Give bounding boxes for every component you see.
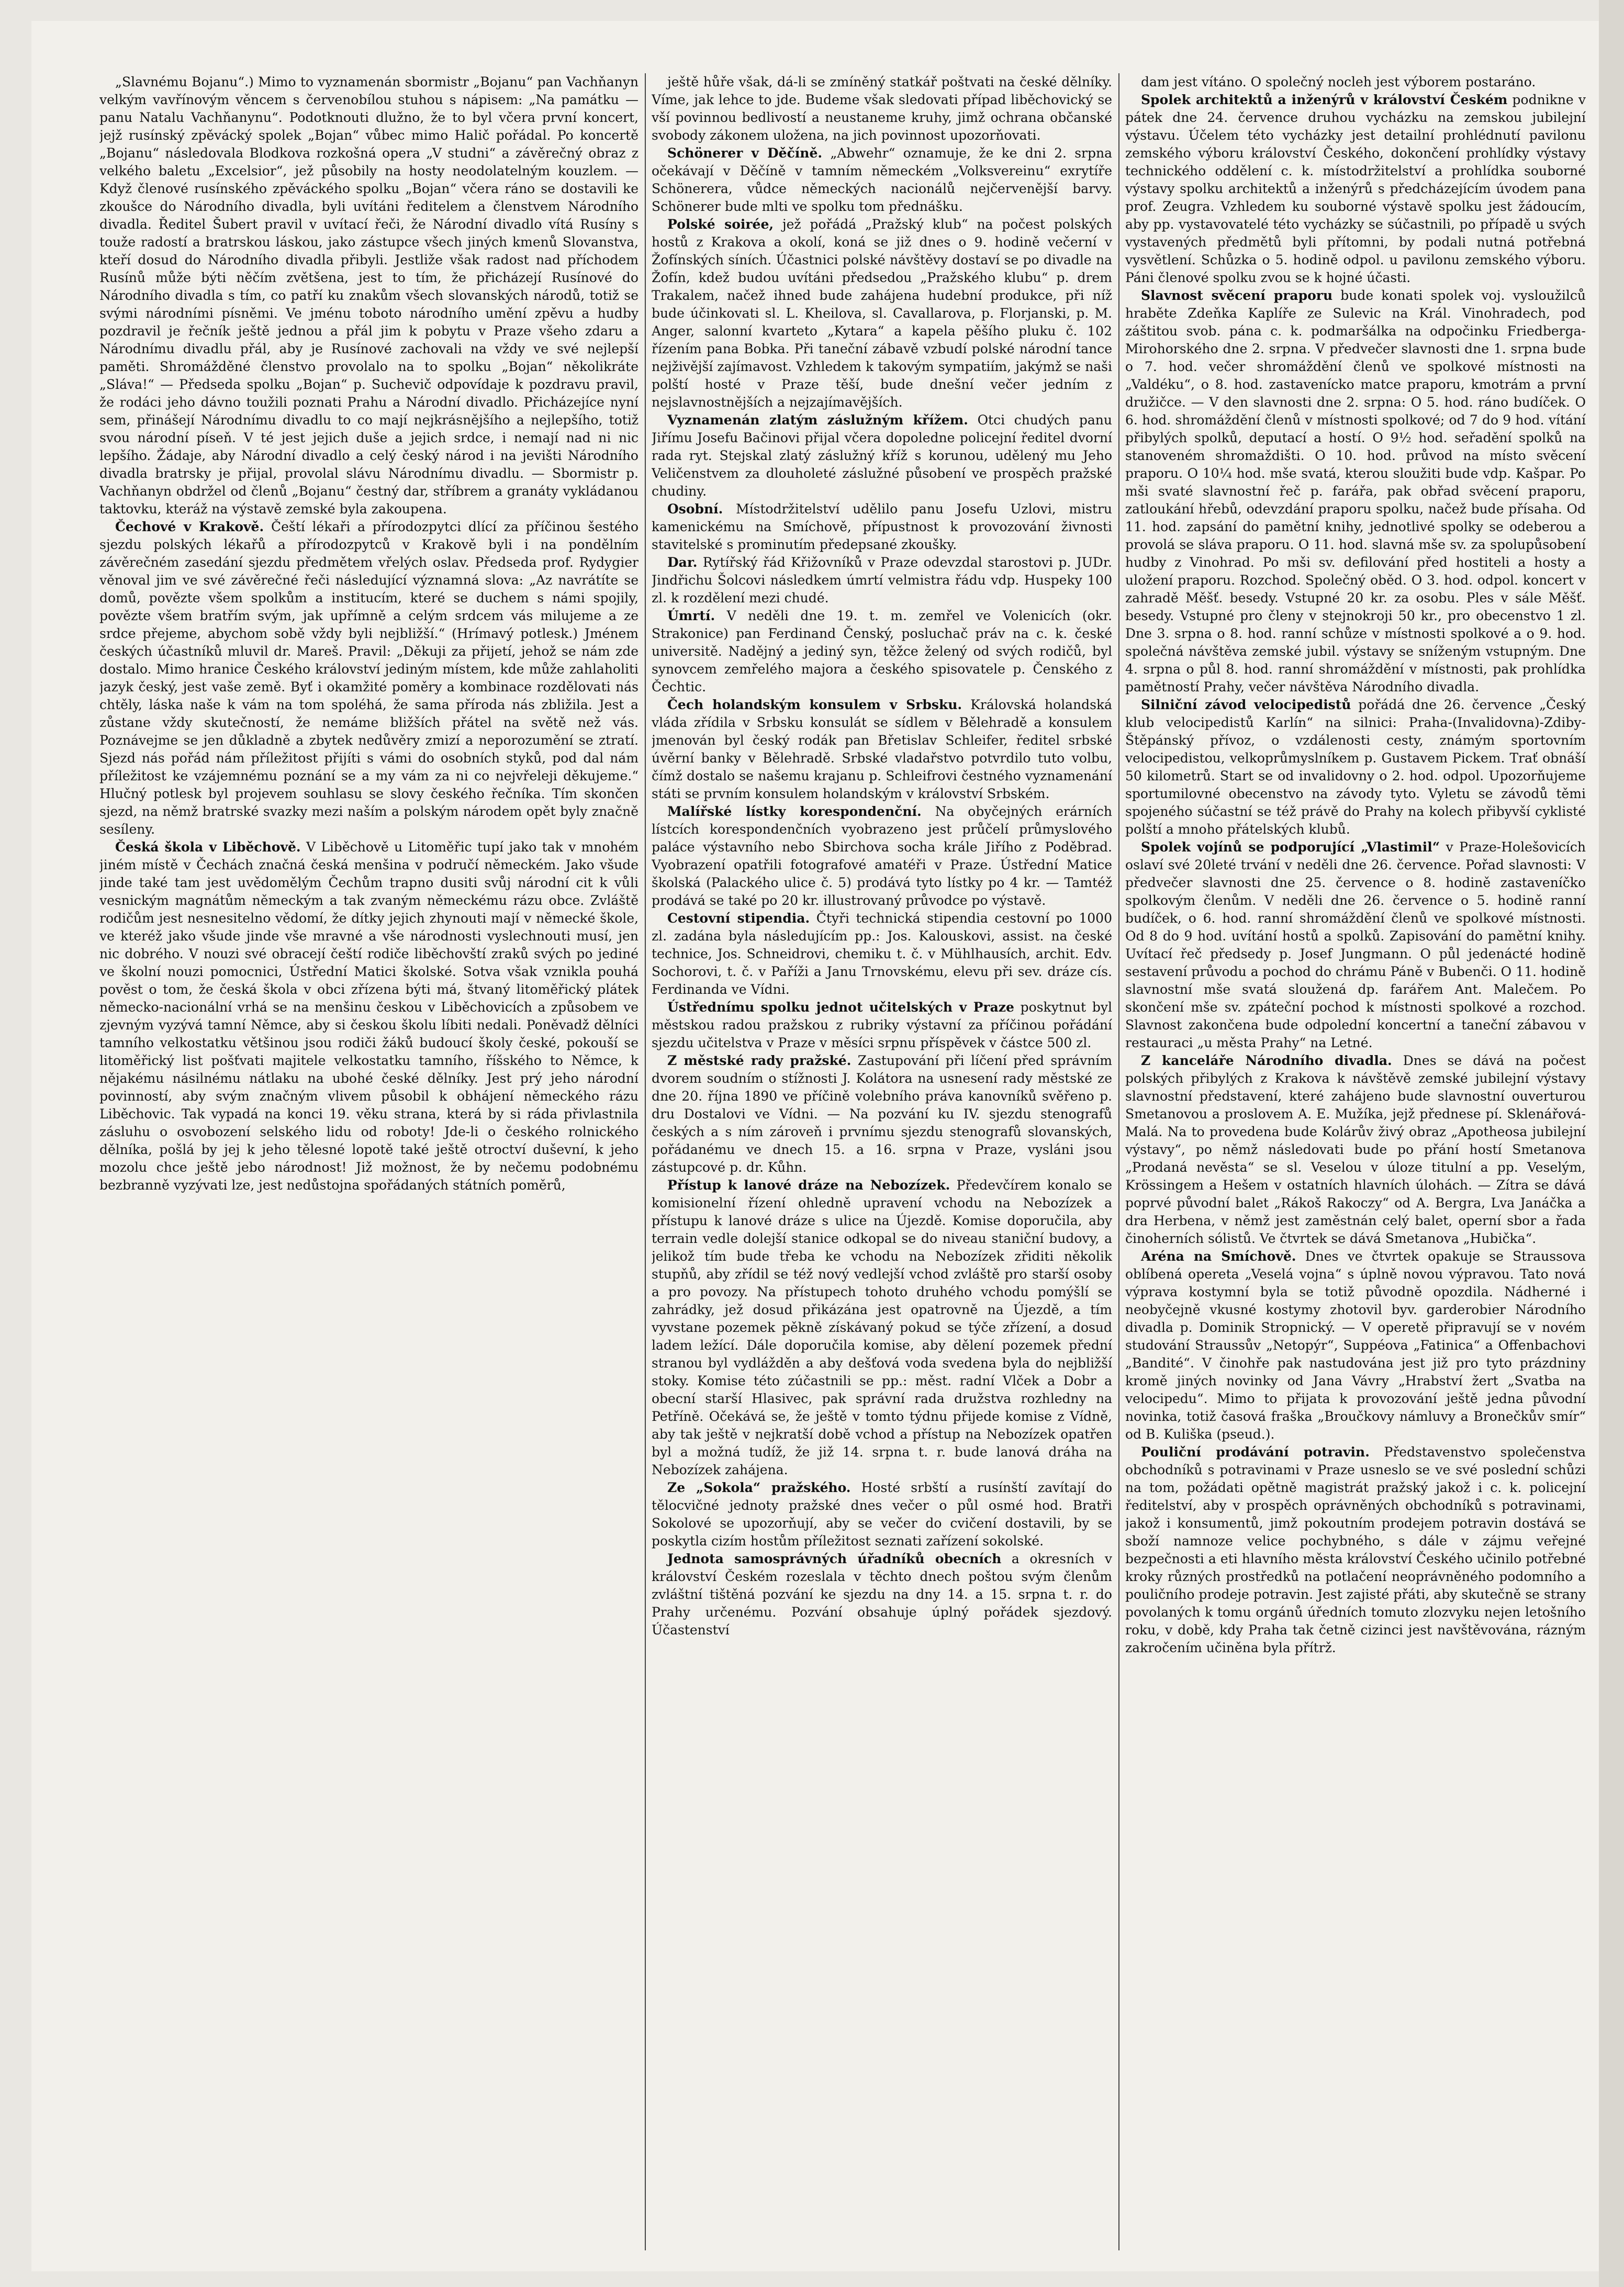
article-heading: Aréna na Smíchově.: [1141, 1249, 1296, 1264]
article-text: V Liběchově u Litoměřic tupí jako tak v mnohém jiném místě v Čechách značná česká menšina v područí německém. Jako všude jinde také tam jest uvědomělým Čechům trapno dusiti svůj národní cit k vůli vesnickým magnátům německým a tak zvaným německému rázu obce. Zvláště rodičům jest nesnesitelno vědomí, že dítky jejich zhynouti mají v německé škole, ve kteréž jako všude jinde vše mravné a vše národnosti vyslechnouti musí, jen nic dobrého. V nouzi své obracejí čeští rodiče liběchovští zraků svých po jediné ve školní nouzi pomocnici, Ústřední Matici školské. Sotva však vznikla pouhá pověst o tom, že česká škola v obci zřízena býti má, štvaný litoměřický plátek německo-nacionální vrhá se na menšinu českou v Liběchovicích a způsobem ve zjevným vyzývá tamní Němce, aby si českou školu líbiti nedali. Poněvadž dělníci tamního velkostatku většinou jsou rodiči žáků budoucí školy české, pokouší se litoměřický list pošťvati majitele velkostatku tamního, říšského to Němce, k nějakému násilnému nátlaku na ubohé české dělníky. Jest prý jeho národní povinností, aby svým značným vlivem působil k obhájení německého rázu Liběchovic. Tak vypadá na konci 19. věku strana, která by si ráda přivlastnila zásluhu o osvobození selského lidu od roboty! Jde-li o českého rolnického dělníka, pošlá by jej k jeho tělesné lopotě také ještě otroctví duševní, k jeho mozolu chce ještě jebo národnost! Již možnost, že by nečemu podobnému bezbranně vyzývati lze, jest nedůstojna spořádaných státních poměrů,: [99, 839, 639, 1193]
article-paragraph: [1125, 287, 1586, 696]
article-text: Čeští lékaři a přírodozpytci dlící za příčinou šestého sjezdu polských lékařů a přírodozpytců v Krakově byli i na pondělním závěrečném zasedání sjezdu předmětem vřelých oslav. Předseda prof. Rydygier věnoval jim ve své závěrečné řeči následující významná slova: „Az navrátíte se domů, povězte všem spolkům a institucím, které se duchem s námi spojily, povězte všem bratřím svým, jak upřímně a celým srdcem vás milujeme a ze srdce přejeme, abychom sobě vždy byli nejbližší.“ (Hrímavý potlesk.) Jménem českých účastníků mluvil dr. Mareš. Pravil: „Děkuji za přijetí, jehož se nám zde dostalo. Mimo hranice Českého království jediným místem, kde může zahlaholiti jazyk český, jest vaše země. Byť i okamžité poměry a kombinace rozdělovati nás chtěly, láska naše k vám na tom spoléhá, že sama příroda nás zbližila. Jest a zůstane vždy skutečností, že nemáme bližších přátel na světě než vás. Poznávejme se jen důkladně a zbytek nedůvěry zmizí a neporozumění se ztratí. Sjezd nás pořád nám příležitost přijíti s vámi do osobních styků, pod dal nám příležitost ke vzájemnému poznání se a my vám za ni co nejvřeleji děkujeme.“ Hlučný potlesk byl projevem souhlasu se slovy českého řečníka. Tím skončen sjezd, na němž bratrské svazky mezi naším a polským národem opět byly značně sesíleny.: [99, 519, 639, 837]
article-paragraph: [652, 1052, 1112, 1176]
article-paragraph: [1125, 1443, 1586, 1657]
article-paragraph: [652, 73, 1112, 144]
article-paragraph: [1125, 91, 1586, 287]
article-heading: Osobní.: [667, 501, 723, 517]
article-text: bude konati spolek voj. vysloužilců hraběte Zdeňka Kaplíře ze Sulevic na Král. Vinohradech, pod záštitou svob. pána c. k. podmaršálka na odpočinku Friedberga-Mirohorského dne 2. srpna. V předvečer slavnosti dne 1. srpna bude o 7. hod. večer shromáždění členů ve spolkové místnosti na „Valdéku“, o 8. hod. zastavenícko matce praporu, kmotrám a první družičce. — V den slavnosti dne 2. srpna: O 5. hod. ráno budíček. O 6. hod. shromáždění členů v místnosti spolkové; od 7 do 9 hod. vítání přibylých spolků, deputací a hostí. O 9½ hod. seřadění spolků na stanoveném shromaždišti. O 10. hod. průvod na místo svěcení praporu. O 10¼ hod. mše svatá, kterou sloužiti bude vdp. Kašpar. Po mši svaté slavnostní řeč p. farářa, pak obřad svěcení praporu, zatloukání hřebů, odevzdání praporu spolku, načež bude přísaha. Od 11. hod. zapsání do pamětní knihy, jednotlivé spolky se odeberou a provolá se sláva praporu. O 11. hod. slavná mše sv. za spolupůsobení hudby z Vinohrad. Po mši sv. defilování před hostiteli a hosty a uložení praporu. Rozchod. Společný oběd. O 3. hod. odpol. koncert v zahradě Měšť. besedy. Vstupné 20 kr. za osobu. Ples v sále Měšť. besedy. Vstupné pro členy v stejnokroji 50 kr., pro obecenstvo 1 zl. Dne 3. srpna o 8. hod. ranní schůze v místnosti spolkové a o 9. hod. společná návštěva zemské jubil. výstavy se sníženým vstupným. Dne 4. srpna o půl 8. hod. ranní shromáždění v místnosti, pak prohlídka pamětností Prahy, večer návštěva Národního divadla.: [1125, 288, 1586, 694]
article-text: Dnes ve čtvrtek opakuje se Straussova oblíbená opereta „Veselá vojna“ s úplně novou výpravou. Tato nová výprava kostymní byla se totiž původně opozdila. Nádherné i neobyčejně vkusné kostymy zhotovil byv. garderobier Národního divadla p. Dominik Stropnický. — V operetě připravují se v novém studování Straussův „Netopýr“, Suppéova „Fatinica“ a Offenbachovi „Bandité“. V činohře pak nastudována jest již pro tyto prázdniny kromě jiných novinky od Jana Vávry „Hrabství žert „Svatba na velocipedu“. Mimo to přijata k provozování ještě jedna původní novinka, totiž časová fraška „Broučkovy námluvy a Bronečkův smír“ od B. Kuliška (pseud.).: [1125, 1249, 1586, 1442]
article-paragraph: [99, 73, 639, 518]
article-heading: Spolek architektů a inženýrů v království Českém: [1141, 92, 1508, 107]
article-heading: Čech holandským konsulem v Srbsku.: [667, 697, 962, 712]
article-text: ještě hůře však, dá-li se zmíněný statkář poštvati na české dělníky. Víme, jak lehce to jde. Budeme však sledovati případ liběchovický se vší povinnou bedlivostí a neustaneme kruhy, jimž ochrana občanské svobody zákonem uložena, na jich povinnost upozorňovati.: [652, 74, 1112, 143]
article-paragraph: [1125, 838, 1586, 1052]
article-heading: Z kanceláře Národního divadla.: [1141, 1053, 1392, 1068]
article-paragraph: [1125, 1052, 1586, 1248]
column-rule: [1118, 73, 1119, 2250]
article-text: Představenstvo společenstva obchodníků s potravinami v Praze usneslo se ve své poslední schůzi na tom, požádati opětně magistrát pražský jakož i c. k. policejní ředitelství, aby v prospěch oprávněných obchodníků s potravinami, jakož i konsumentů, jimž pokoutním prodejem potravin dostává se sboží namnoze velice pochybného, s dále v zájmu veřejné bezpečnosti a eti hlavního města království Českého učinilo potřebné kroky různých prostředků na potlačení neoprávněného podomního a pouličního prodeje potravin. Jest zajisté přáti, aby skutečně se strany povolaných k tomu orgánů úředních tomuto zlozvyku nejen letošního roku, v době, kdy Praha tak četně cizinci jest navštěvována, rázným zakročením učiněna byla přítrž.: [1125, 1444, 1586, 1655]
article-paragraph: [1125, 73, 1586, 91]
article-text: podnikne v pátek dne 24. července druhou vycházku na zemskou jubilejní výstavu. Účelem této vycházky jest detailní prohlédnutí pavilonu zemského výboru království Českého, dokončení prohlídky výstavy technického oddělení c. k. místodržitelství a prohlídka souborné výstavy spolku architektů a inženýrů s předcházejícím úvodem pana prof. Zeugra. Vzhledem ku souborné výstavě spolku jest žádoucím, aby pp. vystavovatelé této vycházky se súčastnili, po případě u svých vystavených předmětů byli přítomni, by podali nutná potřebná vysvětlení. Schůzka o 5. hodině odpol. u pavilonu zemského výboru. Páni členové spolku zvou se k hojné účasti.: [1125, 92, 1586, 285]
article-text: Zastupování při líčení před správním dvorem soudním o stížnosti J. Kolátora na usnesení rady městské ze dne 20. října 1890 ve příčině volebního práva kanovníků svěřeno p. dru Dostalovi ve Vídni. — Na pozvání ku IV. sjezdu stenografů českých a s ním zároveň i prvnímu sjezdu stenografů slovanských, pořádanému ve dnech 15. a 16. srpna v Praze, vysláni jsou zástupcové p. dr. Kůhn.: [652, 1053, 1112, 1175]
article-heading: Cestovní stipendia.: [667, 911, 810, 926]
article-text: Rytířský řád Křižovníků v Praze odevzdal starostovi p. JUDr. Jindřichu Šolcovi následkem úmrtí velmistra řádu vdp. Huspeky 100 zl. k rozdělení mezi chudé.: [652, 555, 1112, 606]
article-paragraph: [652, 411, 1112, 500]
article-heading: Dar.: [667, 555, 698, 570]
column-2: [652, 73, 1112, 2250]
article-paragraph: [652, 910, 1112, 999]
article-heading: Z městské rady pražské.: [667, 1053, 852, 1068]
article-paragraph: [652, 554, 1112, 607]
article-heading: Úmrtí.: [667, 608, 715, 623]
article-text: jež pořádá „Pražský klub“ na počest polských hostů z Krakova a okolí, koná se již dnes o 9. hodině večerní v Žofínských síních. Účastnici polské návštěvy dostaví se po divadle na Žofín, kdež budou uvítáni předsedou „Pražského klubu“ p. drem Trakalem, načež ihned bude zahájena hudební produkce, při níž bude účinkovati sl. L. Kheilova, sl. Cavallarova, p. Florjanski, p. M. Anger, salonní kvarteto „Kytara“ a kapela pěšího pluku č. 102 řízením pana Bobka. Při taneční zábavě vzbudí polské národní tance nejživější zajímavost. Vzhledem k takovým sympatiím, jakýmž se naši polští hosté v Praze těší, bude dnešní večer jedním z nejslavnostnějších a nejzajímavějších.: [652, 217, 1112, 410]
article-text: v Praze-Holešovicích oslaví své 20leté trvání v neděli dne 26. července. Pořad slavnosti: V předvečer slavnosti dne 25. července o 8. hodině zastaveníčko spolkovým členům. V neděli dne 26. července o 5. hodině ranní budíček, o 6. hod. ranní shromáždění členů ve spolkové místnosti. Od 8 do 9 hod. uvítání hostů a spolků. Zapisování do pamětní knihy. Uvítací řeč předsedy p. Josef Jungmann. O půl jedenácté hodině sestavení průvodu a pochod do chrámu Páně v Bubenči. O 11. hodině slavnostní mše svatá sloužená dp. farářem Ant. Malečem. Po skončení mše sv. zpáteční pochod k místnosti spolkové a rozchod. Slavnost zakončena bude odpolední koncertní a taneční zábavou v restauraci „u města Prahy“ na Letné.: [1125, 839, 1586, 1050]
article-paragraph: [652, 696, 1112, 803]
article-heading: Česká škola v Liběchově.: [115, 839, 301, 855]
article-text: Předevčírem konalo se komisionelní řízení ohledně upravení vchodu na Nebozízek a přístupu k lanové dráze s ulice na Újezdě. Komise doporučila, aby terrain vedle dolejší stanice odkopal se do niveau staniční budovy, a jelikož tím bude třeba ke vchodu na Nebozízek zřiditi několik stupňů, aby zřídil se též nový vedlejší vchod zvláště pro starší osoby a pro povozy. Na přístupech tohoto druhého vchodu pomýšlí se zahrádky, jež dosud přikázána jest opatrovně na Újezdě, a tím vyvstane pozemek pěkně získávaný pokud se týče zřízení, a dosud ladem ležící. Dále doporučila komise, aby dělení pozemek přední stranou byl vydlážděn a aby dešťová voda svedena byla do nejbližší stoky. Komise této zúčastnili se pp.: měst. radní Vlček a Dobr a obecní starší Hlasivec, pak správní rada družstva rozhledny na Petříně. Očekává se, že ještě v tomto týdnu přijede komise z Vídně, aby tak ještě v nejkratší době vchod a přístup na Nebozízek opatřen byl a možná tudíž, že již 14. srpna t. r. bude lanová dráha na Nebozízek zahájena.: [652, 1178, 1112, 1477]
article-paragraph: [652, 1176, 1112, 1479]
scan-edge: [1599, 0, 1624, 2287]
article-heading: Pouliční prodávání potravin.: [1141, 1444, 1370, 1460]
article-paragraph: [652, 607, 1112, 696]
article-text: „Abwehr“ oznamuje, že ke dni 2. srpna očekávají v Děčíně v tamním německém „Volksvereinu“ exrytíře Schönerera, vůdce německých nacionálů nejčervenější barvy. Schönerer bude mlti ve spolku tom přednášku.: [652, 145, 1112, 214]
article-heading: Schönerer v Děčíně.: [667, 145, 823, 161]
article-heading: Přístup k lanové dráze na Nebozízek.: [667, 1178, 950, 1193]
article-heading: Ze „Sokola“ pražského.: [667, 1480, 851, 1495]
article-paragraph: [652, 500, 1112, 554]
article-paragraph: [652, 1550, 1112, 1639]
article-paragraph: [652, 1479, 1112, 1550]
article-text: Dnes se dává na počest polských přibylých z Krakova k návštěvě zemské jubilejní výstavy slavnostní představení, které zahájeno bude slavnostní ouverturou Smetanovou a proslovem A. E. Mužíka, jejž přednese pí. Sklenářová-Malá. Na to provedena bude Kolárův živý obraz „Apotheosa jubilejní výstavy“, po němž následovati bude po přání hostí Smetanova „Prodaná nevěsta“ se sl. Veselou v úloze titulní a pp. Veselým, Krössingem a Hešem v ostatních hlavních úlohách. — Zítra se dává poprvé původní balet „Rákoš Rakoczy“ od A. Bergra, Lva Janáčka a dra Herbena, v němž jest zaměstnán celý balet, operní sbor a řada činoherních sólistů. Ve čtvrtek se dává Smetanova „Hubička“.: [1125, 1053, 1586, 1246]
article-heading: Polské soirée,: [667, 217, 774, 232]
article-text: „Slavnému Bojanu“.) Mimo to vyznamenán sbormistr „Bojanu“ pan Vachňanyn velkým vavřínovým věncem s červenobílou stuhou s nápisem: „Na památku — panu Natalu Vachňanynu“. Podotknouti dlužno, že to byl včera první koncert, jejž rusínský zpěvácký spolek „Bojan“ vůbec mimo Halič pořádal. Po koncertě „Bojanu“ následovala Blodkova rozkošná opera „V studni“ a závěrečný obraz z velkého baletu „Excelsior“, jež působily na hosty neodolatelným kouzlem. — Když členové rusínského zpěváckého spolku „Bojan“ včera ráno se dostavili ke zkoušce do Národního divadla, byli uvítáni ředitelem a členstvem Národního divadla. Ředitel Šubert pravil v uvítací řeči, že Národní divadlo vítá Rusíny s touže radostí a bratrskou láskou, jako zástupce všech jiných kmenů Slovanstva, kteří dosud do Národního divadla přibyli. Jestliže však radost nad příchodem Rusínů může býti něčím zvětšena, jest to tím, že přicházejí Rusínové do Národního divadla s tím, co patří ku znakům všech slovanských národů, totiž se svými národními písněmi. Ve jménu toboto národního umění zpěvu a hudby pozdravil je řečník ještě jednou a přál jim k pobytu v Praze všeho zdaru a Národnímu divadlu přál, aby je Rusínové zachovali na vždy ve své nejlepší paměti. Shromážděné členstvo provolalo na to spolku „Bojan“ několikráte „Sláva!“ — Předseda spolku „Bojan“ p. Suchevič odpovídaje k pozdravu pravil, že rodáci jeho dávno toužili poznati Prahu a Národní divadlo. Přicházejíce nyní sem, přinášejí Národnímu divadlu to co mají nejkrásnějšího a nejlepšího, totiž svou národní píseň. V té jest jejich duše a jejich srdce, i nemají nad ni nic lepšího. Žádaje, aby Národní divadlo a celý český národ i na jevišti Národního divadla bratrsky je přijal, provolal slávu Národnímu divadlu. — Sbormistr p. Vachňanyn obdržel od členů „Bojanu“ čestný dar, stříbrem a granáty vykládanou taktovku, kteráž na výstavě zemské byla zakoupena.: [99, 74, 639, 517]
column-rule: [645, 73, 646, 2250]
article-paragraph: [652, 999, 1112, 1052]
article-text: a okresních v království Českém rozeslala v těchto dnech poštou svým členům zvláštní tištěná pozvání ke sjezdu na dny 14. a 15. srpna t. r. do Prahy určenému. Pozvání obsahuje úplný pořádek sjezdový. Účastenství: [652, 1551, 1112, 1638]
article-text: Hosté srbští a rusínští zavítají do tělocvičné jednoty pražské dnes večer o půl osmé hod. Bratři Sokolové se upozorňují, aby se večer do cvičení dostavili, by se poskytla cizím hostům příležitost seznati zařízení sokolské.: [652, 1480, 1112, 1549]
article-text: Otci chudých panu Jiřímu Josefu Bačinovi přijal včera dopoledne policejní ředitel dvorní rada ryt. Stejskal zlatý záslužný kříž s korunou, udělený mu Jeho Veličenstvem za dlouholeté záslužné působení ve prospěch pražské chudiny.: [652, 412, 1112, 499]
article-text: Místodržitelství udělilo panu Josefu Uzlovi, mistru kamenickému na Smíchově, přípustnost k provozování živnosti stavitelské s prominutím předepsané zkoušky.: [652, 501, 1112, 552]
article-heading: Čechové v Krakově.: [115, 519, 264, 534]
column-3: [1125, 73, 1586, 2250]
article-text: Čtyři technická stipendia cestovní po 1000 zl. zadána byla následujícím pp.: Jos. Kalouskovi, assist. na české technice, Jos. Schneidrovi, chemiku t. č. v Mühlhausích, archit. Edv. Sochorovi, t. č. v Paříži a Janu Trnovskému, elevu při sev. dráze cís. Ferdinanda ve Vídni.: [652, 911, 1112, 997]
article-paragraph: [652, 144, 1112, 216]
newspaper-page: [31, 21, 1599, 2271]
article-text: poskytnut byl městskou radou pražskou z rubriky výstavní za příčinou pořádání sjezdu učitelstva v Praze v měsíci srpnu příspěvek v částce 500 zl.: [652, 1000, 1112, 1050]
article-heading: Ústřednímu spolku jednot učitelských v Praze: [667, 1000, 1014, 1015]
article-heading: Spolek vojínů se podporující „Vlastimil“: [1141, 839, 1440, 855]
article-heading: Malířské lístky korespondenční.: [667, 804, 922, 819]
article-heading: Jednota samosprávných úřadníků obecních: [667, 1551, 1002, 1566]
column-1: [99, 73, 639, 2250]
article-paragraph: [99, 518, 639, 838]
article-paragraph: [1125, 696, 1586, 838]
article-paragraph: [99, 838, 639, 1194]
article-paragraph: [652, 803, 1112, 910]
article-text: Na obyčejných erárních lístcích korespondenčních vyobrazeno jest průčelí průmyslového paláce výstavního nebo Sbirchova socha krále Jiřího z Poděbrad. Vyobrazení opatřili fotografové amatéři v Praze. Ústřední Matice školská (Palackého ulice č. 5) prodává tyto lístky po 4 kr. — Tamtéž prodává se také po 20 kr. illustrovaný průvodce po výstavě.: [652, 804, 1112, 908]
article-paragraph: [652, 216, 1112, 411]
article-heading: Vyznamenán zlatým záslužným křížem.: [667, 412, 968, 428]
article-text: V neděli dne 19. t. m. zemřel ve Volenicích (okr. Strakonice) pan Ferdinand Čenský, posluchač práv na c. k. české universitě. Nadějný a jediný syn, těžce želený od svých rodičů, byl synovcem zemřelého majora a českého spisovatele p. Čenského z Čechtic.: [652, 608, 1112, 694]
article-text: pořádá dne 26. července „Český klub velocipedistů Karlín“ na silnici: Praha-(Invalidovna)-Zdiby-Štěpánský přívoz, o vzdálenosti cesty, známým sportovním velocipedistou, velkoprůmyslníkem p. Gustavem Pickem. Trať obnáší 50 kilometrů. Start se od invalidovny o 2. hod. odpol. Upozorňujeme sportumilovné obecenstvo na závody tyto. Vyletu se závodů těmi spojeného súčastní se též právě do Prahy na kolech přibyvší cyklisté polští a mnoho přátelských klubů.: [1125, 697, 1586, 837]
article-paragraph: [1125, 1248, 1586, 1443]
article-text: Královská holandská vláda zřídila v Srbsku konsulát se sídlem v Bělehradě a konsulem jmenován byl český rodák pan Břetislav Schleifer, ředitel srbské úvěrní banky v Bělehradě. Srbské vladařstvo potvrdilo tuto volbu, čímž dostalo se našemu krajanu p. Schleifrovi čestného vyznamenání státi se prvním konsulem holandským v království Srbském.: [652, 697, 1112, 801]
article-text: dam jest vítáno. O společný nocleh jest výborem postaráno.: [1141, 74, 1536, 89]
article-heading: Slavnost svěcení praporu: [1141, 288, 1333, 303]
article-heading: Silniční závod velocipedistů: [1141, 697, 1351, 712]
